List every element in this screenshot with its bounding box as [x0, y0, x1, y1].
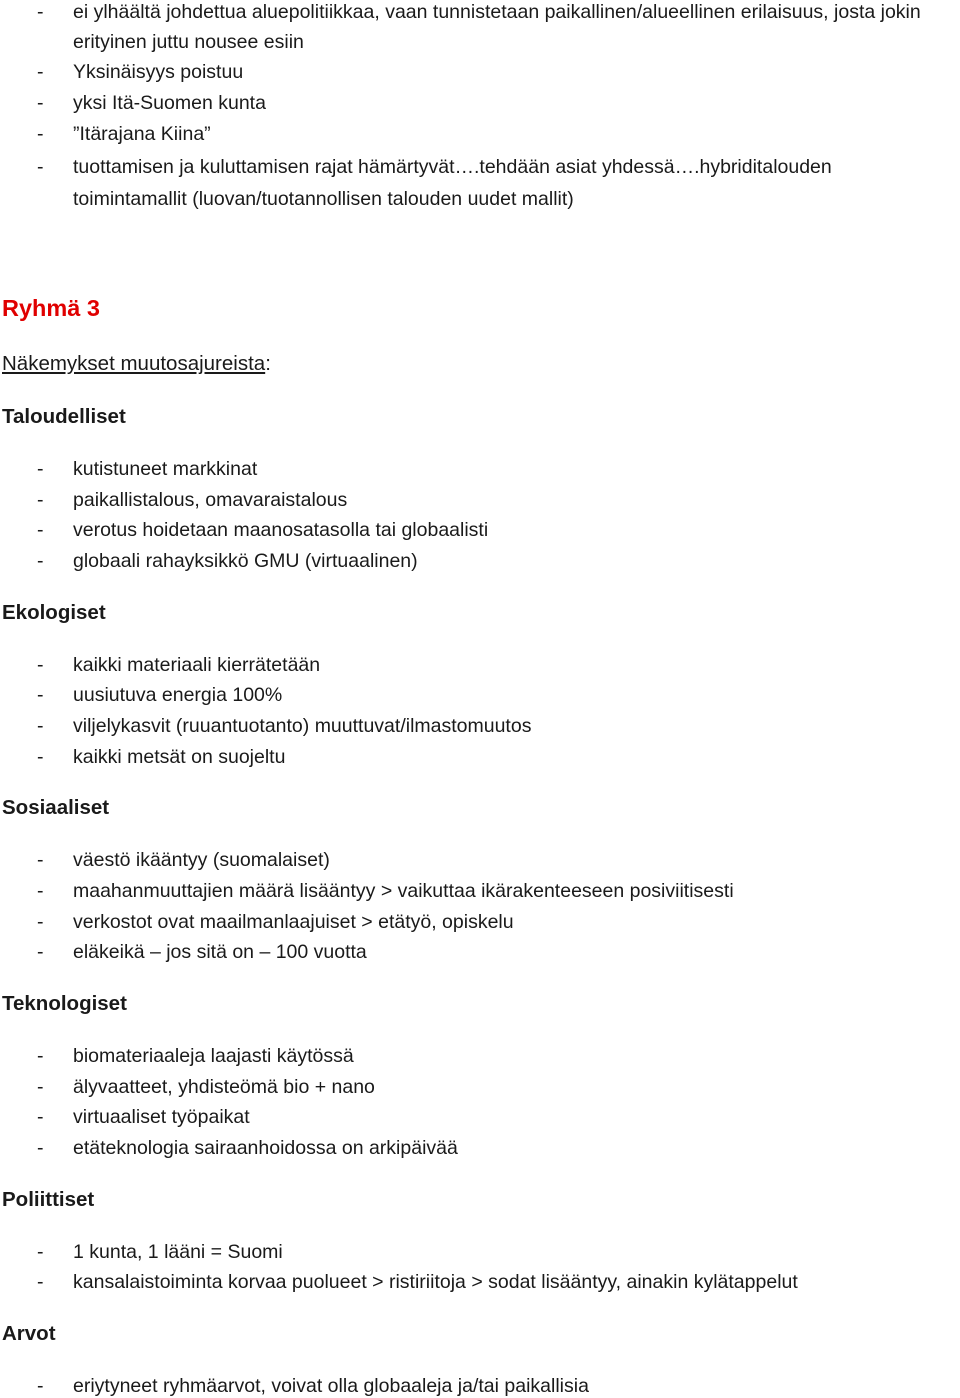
bullet-dash: -	[37, 1375, 44, 1397]
list-item-text: uusiutuva energia 100%	[73, 684, 283, 706]
list-item-text: paikallistalous, omavaraistalous	[73, 489, 348, 511]
list-item-text: kutistuneet markkinat	[73, 458, 258, 480]
list-item-text: maahanmuuttajien määrä lisääntyy > vaikuttaa ikärakenteeseen posiviitisesti	[73, 880, 734, 902]
subtitle-suffix: :	[265, 352, 271, 375]
section-heading: Teknologiset	[2, 992, 127, 1015]
list-item-text: virtuaaliset työpaikat	[73, 1106, 250, 1128]
list-item-text: eläkeikä – jos sitä on – 100 vuotta	[73, 941, 367, 963]
section-heading: Taloudelliset	[2, 405, 126, 428]
bullet-dash: -	[37, 1045, 44, 1067]
bullet-dash: -	[37, 1, 44, 23]
bullet-dash: -	[37, 458, 44, 480]
list-item-text: eriytyneet ryhmäarvot, voivat olla globaaleja ja/tai paikallisia	[73, 1375, 589, 1397]
list-item-text: kansalaistoiminta korvaa puolueet > ristiriitoja > sodat lisääntyy, ainakin kylätappelut	[73, 1271, 798, 1293]
list-item-text: 1 kunta, 1 lääni = Suomi	[73, 1241, 283, 1263]
list-item-continuation: erityinen juttu nousee esiin	[73, 31, 304, 53]
bullet-dash: -	[37, 849, 44, 871]
section-heading: Arvot	[2, 1322, 56, 1345]
bullet-dash: -	[37, 654, 44, 676]
bullet-dash: -	[37, 550, 44, 572]
bullet-dash: -	[37, 123, 44, 145]
bullet-dash: -	[37, 941, 44, 963]
section-heading: Poliittiset	[2, 1188, 95, 1211]
list-item-text: väestö ikääntyy (suomalaiset)	[73, 849, 330, 871]
list-item-text: kaikki materiaali kierrätetään	[73, 654, 321, 676]
list-item-text: viljelykasvit (ruuantuotanto) muuttuvat/ilmastomuutos	[73, 715, 532, 737]
bullet-dash: -	[37, 715, 44, 737]
section-heading: Ekologiset	[2, 601, 106, 624]
bullet-dash: -	[37, 92, 44, 114]
bullet-dash: -	[37, 911, 44, 933]
list-item-text: ei ylhäältä johdettua aluepolitiikkaa, vaan tunnistetaan paikallinen/alueellinen erilaisuus, josta jokin	[73, 1, 921, 23]
list-item-text: globaali rahayksikkö GMU (virtuaalinen)	[73, 550, 418, 572]
list-item-text: älyvaatteet, yhdisteömä bio + nano	[73, 1076, 375, 1098]
bullet-dash: -	[37, 1241, 44, 1263]
bullet-dash: -	[37, 1106, 44, 1128]
list-item-text: verotus hoidetaan maanosatasolla tai globaalisti	[73, 519, 489, 541]
section-heading: Sosiaaliset	[2, 796, 110, 819]
subtitle-underlined: Näkemykset muutosajureista	[2, 352, 266, 375]
bullet-dash: -	[37, 519, 44, 541]
bullet-dash: -	[37, 880, 44, 902]
list-item-text: kaikki metsät on suojeltu	[73, 746, 286, 768]
list-item-text: yksi Itä-Suomen kunta	[73, 92, 266, 114]
bullet-dash: -	[37, 1076, 44, 1098]
list-item-text: tuottamisen ja kuluttamisen rajat hämärtyvät….tehdään asiat yhdessä….hybriditalouden	[73, 156, 832, 178]
list-item-continuation: toimintamallit (luovan/tuotannollisen talouden uudet mallit)	[73, 188, 574, 210]
group-title: Ryhmä 3	[2, 295, 100, 321]
bullet-dash: -	[37, 156, 44, 178]
bullet-dash: -	[37, 61, 44, 83]
list-item-text: biomateriaaleja laajasti käytössä	[73, 1045, 354, 1067]
list-item-text: Yksinäisyys poistuu	[73, 61, 244, 83]
bullet-dash: -	[37, 489, 44, 511]
list-item-text: etäteknologia sairaanhoidossa on arkipäivää	[73, 1137, 458, 1159]
list-item-text: ”Itärajana Kiina”	[73, 123, 211, 145]
bullet-dash: -	[37, 684, 44, 706]
section-subtitle	[2, 351, 271, 377]
list-item-text: verkostot ovat maailmanlaajuiset > etätyö, opiskelu	[73, 911, 514, 933]
bullet-dash: -	[37, 1137, 44, 1159]
bullet-dash: -	[37, 1271, 44, 1293]
bullet-dash: -	[37, 746, 44, 768]
